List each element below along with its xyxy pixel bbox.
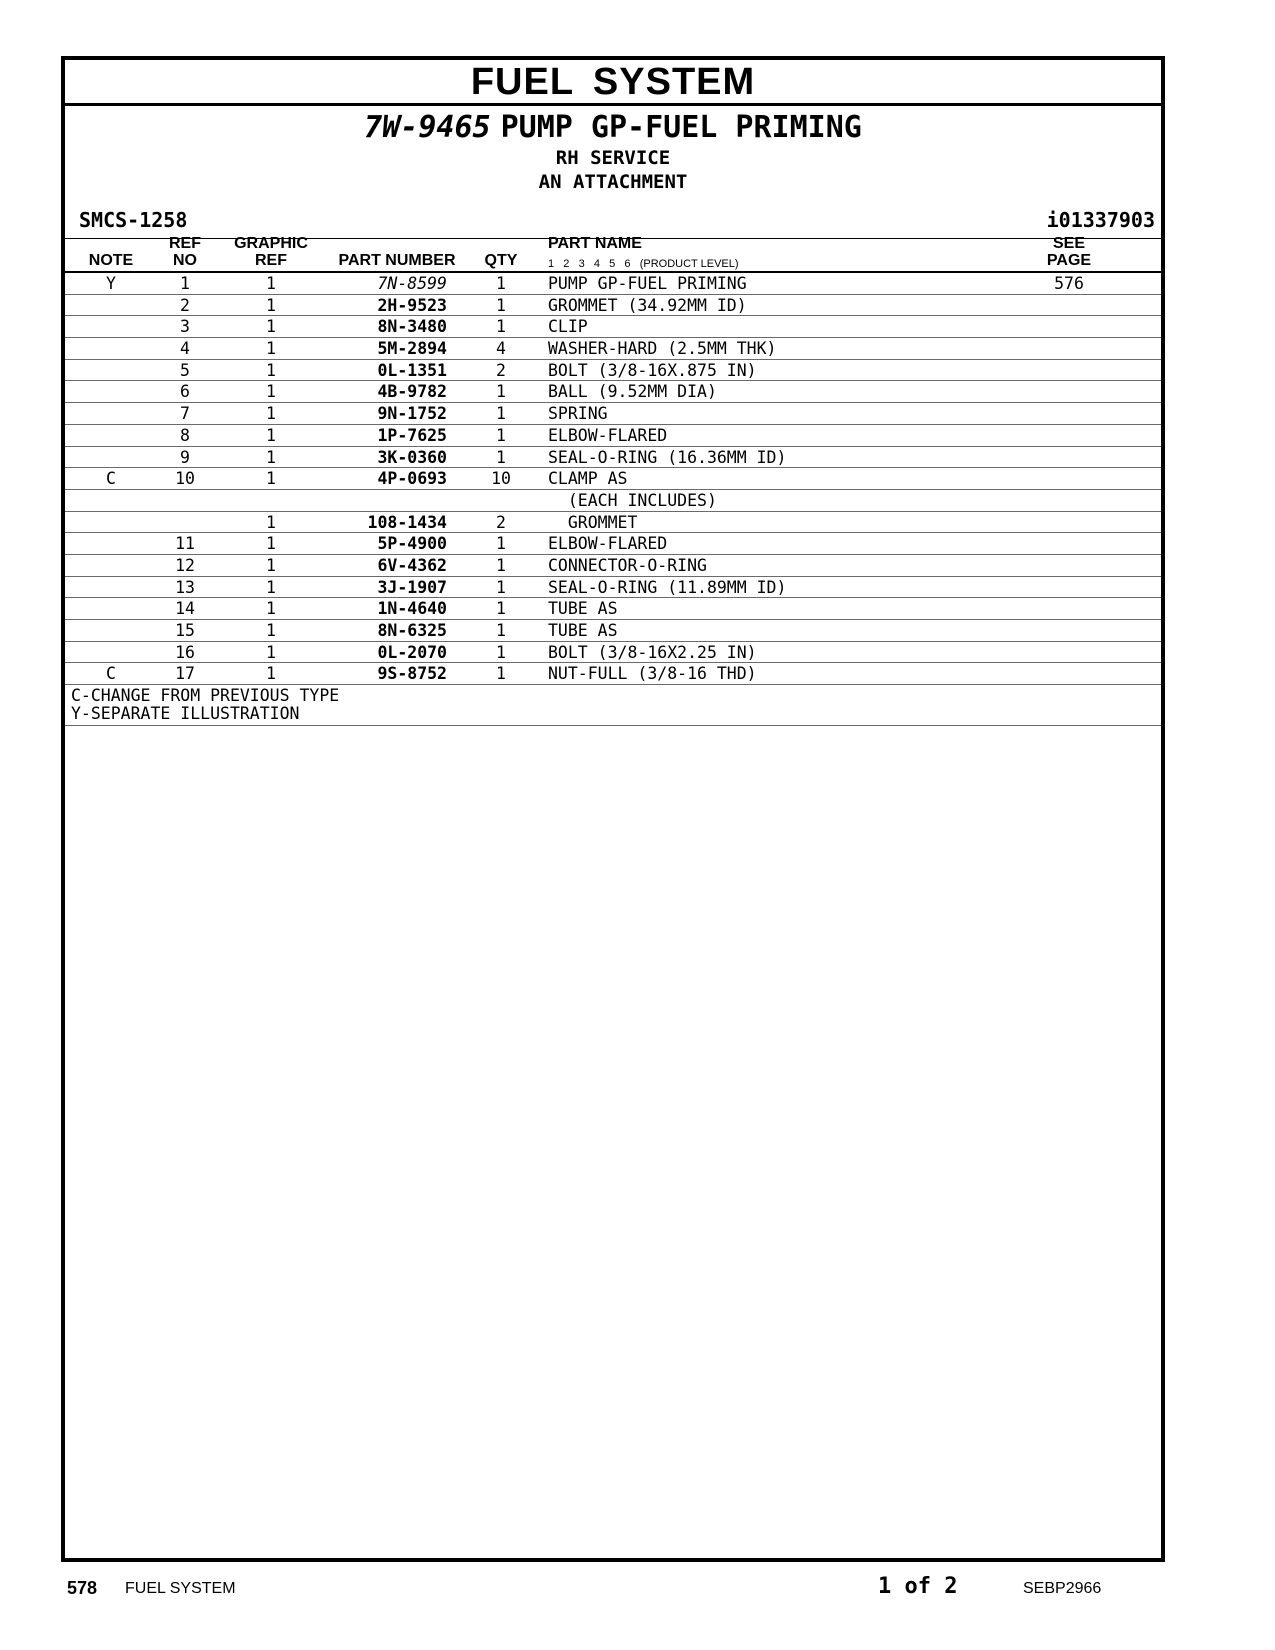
cell-part-number: 6V-4362 — [377, 555, 447, 575]
cell-part-name: PUMP GP-FUEL PRIMING — [548, 274, 747, 293]
cell-graphic-ref: 1 — [266, 382, 276, 402]
cell-qty: 1 — [496, 425, 506, 445]
table-row — [65, 360, 1161, 382]
table-row — [65, 663, 1161, 685]
cell-ref-no: 17 — [175, 664, 195, 684]
cell-ref-no: 3 — [180, 317, 190, 337]
header-graphic-ref-line2: REF — [255, 252, 287, 269]
cell-qty: 1 — [496, 664, 506, 684]
smcs-code: SMCS-1258 — [79, 208, 188, 232]
cell-part-name: NUT-FULL (3/8-16 THD) — [548, 664, 757, 684]
footer-page-number: 578 — [67, 1578, 98, 1598]
cell-part-number: 0L-1351 — [377, 360, 447, 380]
header-ref-no — [157, 235, 213, 269]
cell-ref-no: 12 — [175, 555, 195, 575]
cell-part-name: GROMMET — [548, 512, 638, 532]
cell-ref-no: 14 — [175, 599, 195, 619]
table-row — [65, 338, 1161, 360]
footer-pagination: 1 of 2 — [878, 1574, 958, 1599]
legend-line: C-CHANGE FROM PREVIOUS TYPE — [71, 686, 340, 706]
table-row — [65, 490, 1161, 512]
table-row — [65, 425, 1161, 447]
header-qty: QTY — [484, 252, 518, 269]
cell-ref-no: 7 — [180, 404, 190, 424]
group-name: PUMP GP-FUEL PRIMING — [500, 110, 862, 145]
cell-part-number: 9S-8752 — [377, 664, 447, 684]
cell-qty: 1 — [496, 621, 506, 640]
cell-part-number: 7N-8599 — [377, 274, 447, 293]
cell-qty: 1 — [496, 447, 506, 467]
cell-part-name: TUBE AS — [548, 621, 618, 640]
cell-part-number: 1N-4640 — [377, 599, 447, 619]
table-row — [65, 381, 1161, 403]
cell-qty: 1 — [496, 295, 506, 315]
cell-part-number: 5M-2894 — [377, 339, 447, 359]
cell-qty: 1 — [496, 555, 506, 575]
group-title-line — [65, 110, 1161, 146]
table-row — [65, 447, 1161, 469]
cell-ref-no: 8 — [180, 425, 190, 445]
cell-part-name: TUBE AS — [548, 599, 618, 619]
cell-qty: 1 — [496, 577, 506, 597]
cell-see-page: 576 — [1054, 274, 1084, 293]
cell-ref-no: 16 — [175, 642, 195, 662]
cell-qty: 1 — [496, 404, 506, 424]
group-subtitle-1: RH SERVICE — [555, 147, 671, 169]
cell-note: C — [106, 469, 116, 489]
cell-graphic-ref: 1 — [266, 577, 276, 597]
header-ref-no-line2: NO — [173, 252, 197, 269]
cell-ref-no: 13 — [175, 577, 195, 597]
footer-document-code: SEBP2966 — [1023, 1580, 1102, 1597]
header-see-page-line2: PAGE — [1046, 252, 1092, 269]
header-ref-no-line1: REF — [169, 235, 201, 252]
cell-part-number: 5P-4900 — [377, 534, 447, 554]
group-number: 7W-9465 — [364, 110, 491, 145]
cell-ref-no: 5 — [180, 360, 190, 380]
cell-part-name: CONNECTOR-O-RING — [548, 555, 707, 575]
cell-ref-no: 1 — [180, 274, 190, 293]
cell-part-number: 3J-1907 — [377, 577, 447, 597]
header-graphic-ref — [231, 235, 311, 269]
cell-note: C — [106, 664, 116, 684]
footer-section-name: FUEL SYSTEM — [125, 1580, 236, 1597]
table-row — [65, 468, 1161, 490]
cell-ref-no: 4 — [180, 339, 190, 359]
cell-part-number: 0L-2070 — [377, 642, 447, 662]
cell-part-number: 1P-7625 — [377, 425, 447, 445]
cell-qty: 1 — [496, 317, 506, 337]
cell-graphic-ref: 1 — [266, 599, 276, 619]
cell-qty: 10 — [491, 469, 511, 489]
cell-qty: 1 — [496, 599, 506, 619]
cell-part-name: BALL (9.52MM DIA) — [548, 382, 717, 402]
cell-graphic-ref: 1 — [266, 274, 276, 293]
cell-part-name: BOLT (3/8-16X2.25 IN) — [548, 642, 757, 662]
cell-qty: 2 — [496, 512, 506, 532]
header-see-page — [1031, 235, 1107, 269]
table-row — [65, 598, 1161, 620]
header-part-number: PART NUMBER — [338, 252, 456, 269]
table-row — [65, 403, 1161, 425]
cell-graphic-ref: 1 — [266, 447, 276, 467]
cell-graphic-ref: 1 — [266, 512, 276, 532]
cell-ref-no: 15 — [175, 621, 195, 640]
cell-graphic-ref: 1 — [266, 317, 276, 337]
page-title: FUEL SYSTEM — [470, 61, 756, 103]
cell-part-number: 108-1434 — [367, 512, 447, 532]
cell-qty: 4 — [496, 339, 506, 359]
cell-graphic-ref: 1 — [266, 360, 276, 380]
cell-part-name: SEAL-O-RING (16.36MM ID) — [548, 447, 787, 467]
cell-graphic-ref: 1 — [266, 404, 276, 424]
cell-note: Y — [106, 274, 116, 293]
cell-part-name: ELBOW-FLARED — [548, 425, 668, 445]
cell-part-number: 4B-9782 — [377, 382, 447, 402]
header-see-page-line1: SEE — [1052, 235, 1085, 252]
cell-ref-no: 6 — [180, 382, 190, 402]
cell-part-number: 8N-3480 — [377, 317, 447, 337]
cell-part-name: CLIP — [548, 317, 588, 337]
cell-part-number: 8N-6325 — [377, 621, 447, 640]
cell-part-number: 3K-0360 — [377, 447, 447, 467]
cell-graphic-ref: 1 — [266, 425, 276, 445]
notes-legend — [65, 685, 1161, 726]
document-id: i01337903 — [1046, 208, 1155, 232]
cell-part-name: SPRING — [548, 404, 608, 424]
cell-part-number: 9N-1752 — [377, 404, 447, 424]
cell-part-name: (EACH INCLUDES) — [548, 490, 717, 510]
cell-ref-no: 11 — [175, 534, 195, 554]
table-row — [65, 620, 1161, 642]
cell-qty: 1 — [496, 382, 506, 402]
header-product-levels: 1 2 3 4 5 6 (PRODUCT LEVEL) — [548, 258, 739, 270]
cell-qty: 2 — [496, 360, 506, 380]
table-row — [65, 642, 1161, 664]
cell-part-number: 2H-9523 — [377, 295, 447, 315]
header-part-name: PART NAME — [548, 235, 642, 252]
cell-part-number: 4P-0693 — [377, 469, 447, 489]
table-row — [65, 512, 1161, 534]
cell-graphic-ref: 1 — [266, 339, 276, 359]
table-row — [65, 316, 1161, 338]
cell-qty: 1 — [496, 274, 506, 293]
page-frame — [61, 56, 1165, 1562]
cell-ref-no: 10 — [175, 469, 195, 489]
cell-graphic-ref: 1 — [266, 555, 276, 575]
cell-part-name: WASHER-HARD (2.5MM THK) — [548, 339, 777, 359]
title-band — [65, 60, 1161, 106]
cell-ref-no: 2 — [180, 295, 190, 315]
cell-part-name: SEAL-O-RING (11.89MM ID) — [548, 577, 787, 597]
table-row — [65, 295, 1161, 317]
cell-part-name: GROMMET (34.92MM ID) — [548, 295, 747, 315]
parts-table-body — [65, 273, 1161, 726]
group-subtitle-2: AN ATTACHMENT — [538, 171, 688, 193]
cell-part-name: ELBOW-FLARED — [548, 534, 668, 554]
cell-part-name: BOLT (3/8-16X.875 IN) — [548, 360, 757, 380]
table-row — [65, 273, 1161, 295]
page-footer — [0, 1562, 1275, 1622]
cell-qty: 1 — [496, 534, 506, 554]
table-row — [65, 577, 1161, 599]
cell-part-name: CLAMP AS — [548, 469, 628, 489]
header-note: NOTE — [88, 252, 134, 269]
cell-qty: 1 — [496, 642, 506, 662]
table-row — [65, 533, 1161, 555]
cell-graphic-ref: 1 — [266, 664, 276, 684]
group-heading — [65, 110, 1161, 194]
cell-graphic-ref: 1 — [266, 295, 276, 315]
table-row — [65, 555, 1161, 577]
cell-graphic-ref: 1 — [266, 621, 276, 640]
cell-graphic-ref: 1 — [266, 534, 276, 554]
legend-line: Y-SEPARATE ILLUSTRATION — [71, 704, 300, 724]
cell-graphic-ref: 1 — [266, 469, 276, 489]
header-graphic-ref-line1: GRAPHIC — [234, 235, 308, 252]
cell-ref-no: 9 — [180, 447, 190, 467]
cell-graphic-ref: 1 — [266, 642, 276, 662]
